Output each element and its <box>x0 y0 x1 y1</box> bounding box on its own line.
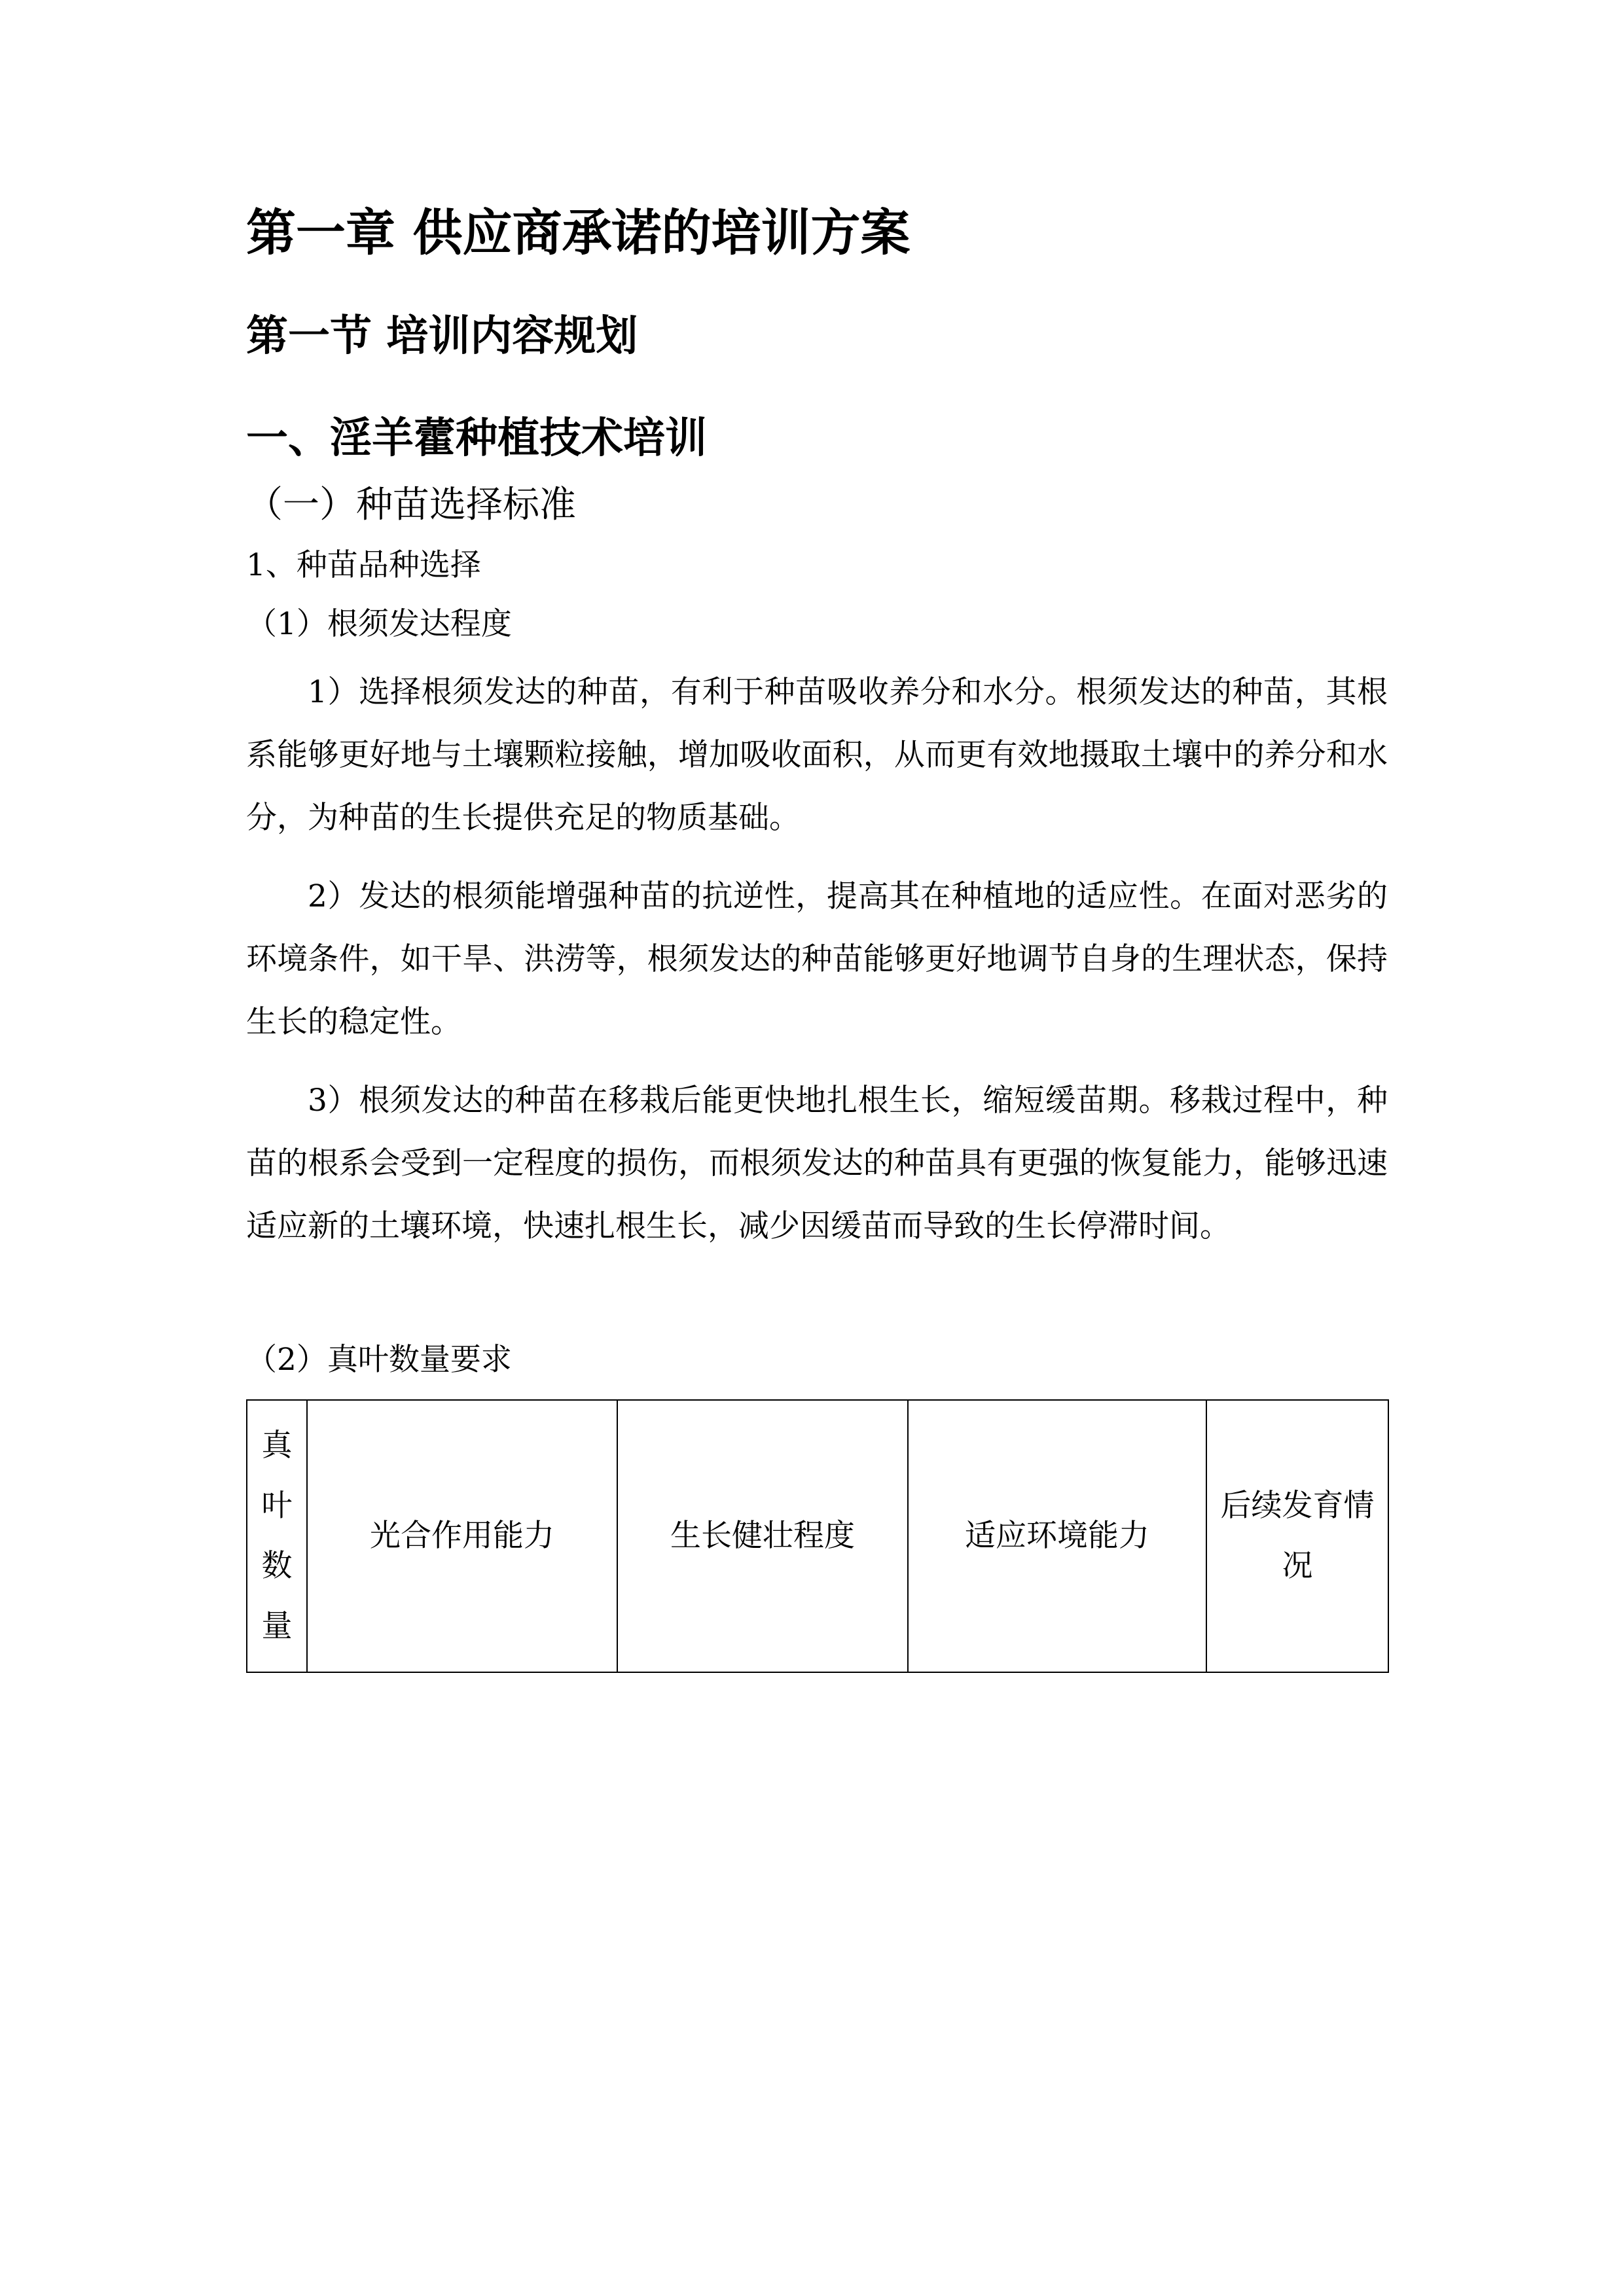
table-header-row <box>247 1400 1388 1672</box>
item-title: 1、种苗品种选择 <box>246 547 481 583</box>
header-cell-growth-vigor: 生长健壮程度 <box>617 1400 908 1672</box>
paragraph-2: 2）发达的根须能增强种苗的抗逆性，提高其在种植地的适应性。在面对恶劣的环境条件，如干旱、洪涝等，根须发达的种苗能够更好地调节自身的生理状态，保持生长的稳定性。 <box>246 878 1388 1040</box>
paragraph-3: 3）根须发达的种苗在移栽后能更快地扎根生长，缩短缓苗期。移栽过程中，种苗的根系会受到一定程度的损伤，而根须发达的种苗具有更强的恢复能力，能够迅速适应新的土壤环境，快速扎根生长，减少因缓苗而导致的生长停滞时间。 <box>246 1083 1388 1244</box>
header-cell-leaf-count: 真叶数量 <box>247 1400 307 1672</box>
subitem-2-title: （2）真叶数量要求 <box>246 1342 512 1378</box>
chapter-title: 第一章 供应商承诺的培训方案 <box>246 204 911 262</box>
subsection-title: 一、淫羊藿种植技术培训 <box>246 414 707 463</box>
section-title: 第一节 培训内容规划 <box>246 312 638 361</box>
header-cell-photosynthesis: 光合作用能力 <box>307 1400 617 1672</box>
part-title: （一）种苗选择标准 <box>246 484 576 526</box>
true-leaf-table <box>246 1399 1389 1673</box>
paragraph-1: 1）选择根须发达的种苗，有利于种苗吸收养分和水分。根须发达的种苗，其根系能够更好地与土壤颗粒接触，增加吸收面积，从而更有效地摄取土壤中的养分和水分，为种苗的生长提供充足的物质基础。 <box>246 674 1388 836</box>
subitem-1-title: （1）根须发达程度 <box>246 606 512 642</box>
header-cell-later-development: 后续发育情况 <box>1206 1400 1388 1672</box>
header-cell-adaptability: 适应环境能力 <box>908 1400 1206 1672</box>
